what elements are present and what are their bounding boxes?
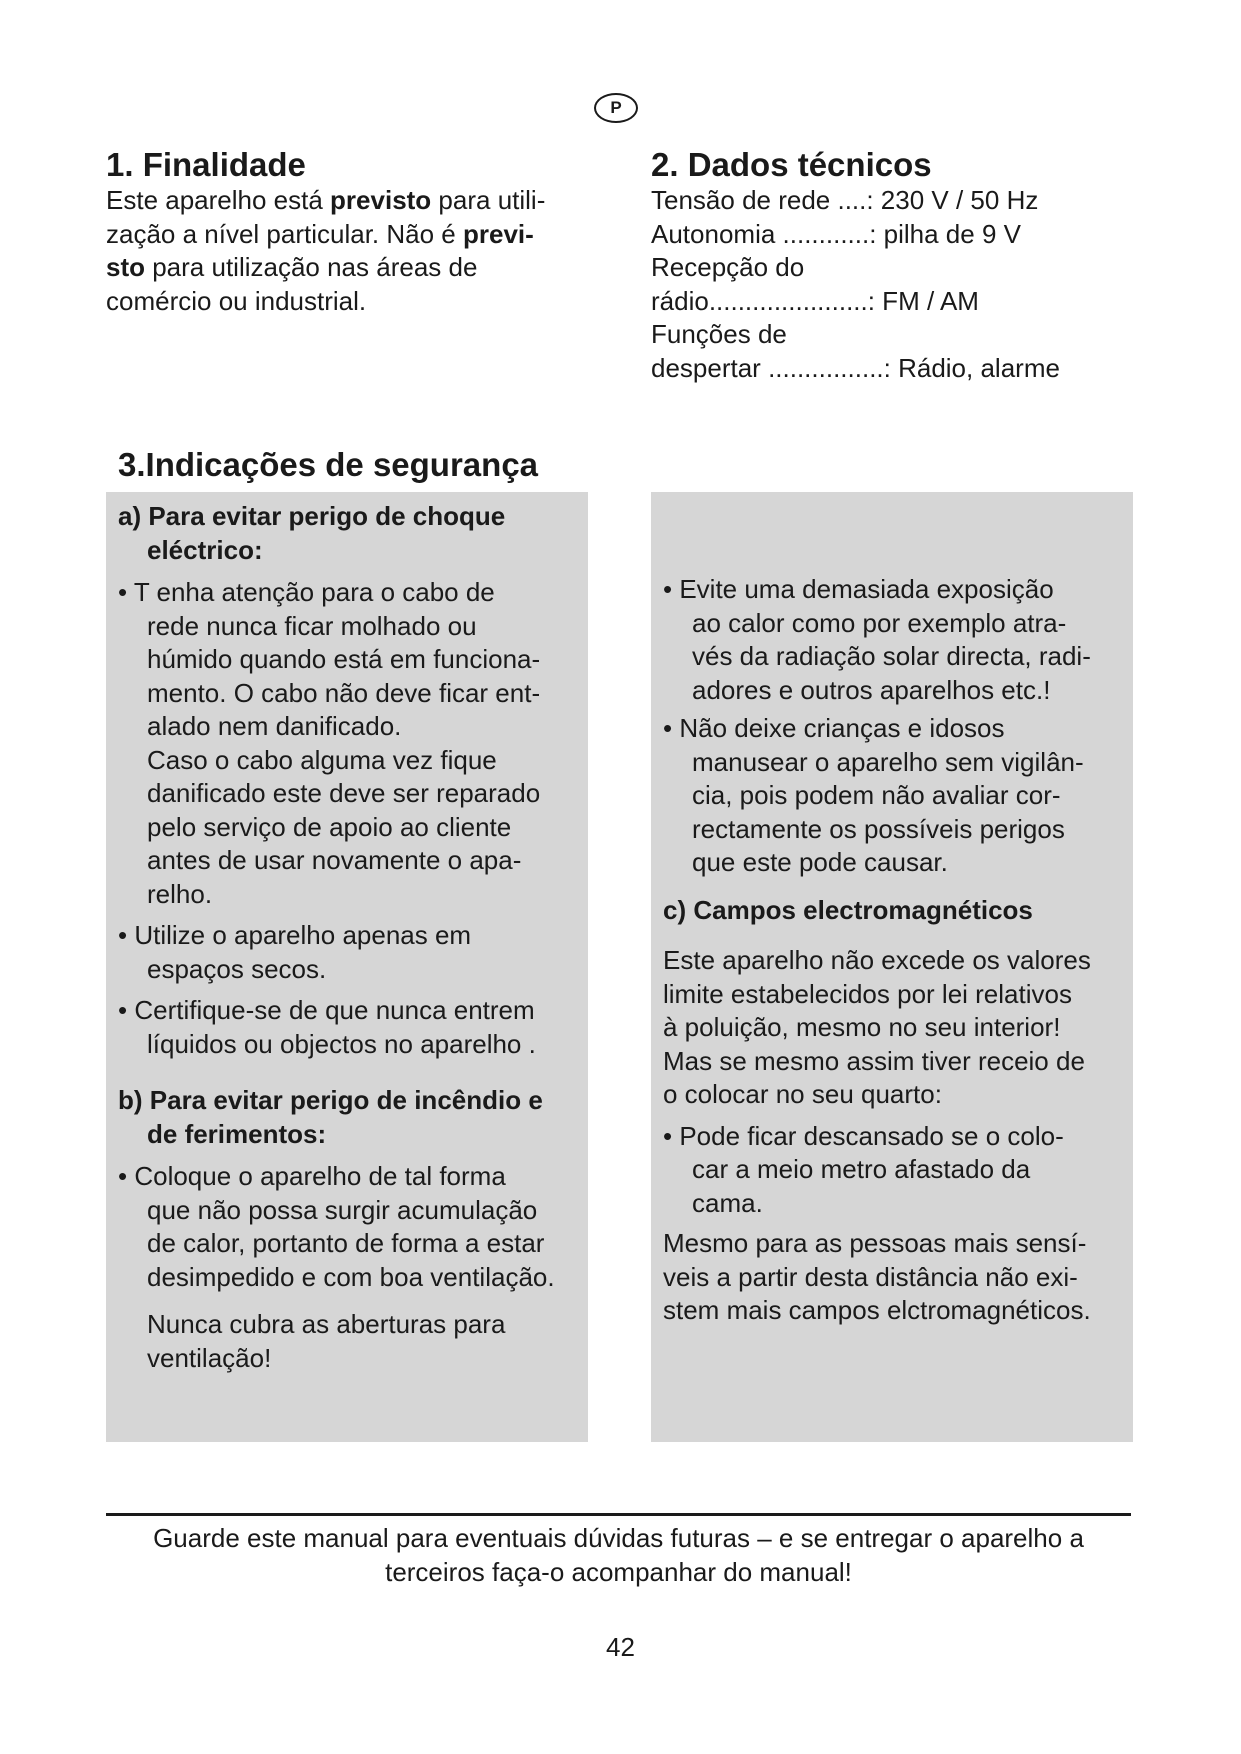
text-line: cia, pois podem não avaliar cor- xyxy=(692,780,1061,810)
safety-left-content xyxy=(118,500,588,1375)
text-line: adores e outros aparelhos etc.! xyxy=(692,674,1051,705)
text-run: para utili- xyxy=(431,185,546,215)
text-line: veis a partir desta distância não exi- xyxy=(663,1261,1078,1292)
tech-specs-list xyxy=(651,184,1131,385)
text-line: • Coloque o aparelho de tal forma xyxy=(118,1161,506,1191)
text-line: terceiros faça-o acompanhar do manual! xyxy=(385,1557,852,1587)
section-title-seguranca: 3.Indicações de segurança xyxy=(118,446,539,483)
text-line: que este pode causar. xyxy=(692,847,948,877)
text-line: Este aparelho não excede os valores xyxy=(663,945,1091,975)
bullet-espacos-secos xyxy=(118,919,588,986)
tech-row: Funções de xyxy=(651,319,787,349)
finalidade-text xyxy=(106,184,596,318)
section-dados-tecnicos xyxy=(651,146,1131,385)
text-line: eléctrico: xyxy=(147,534,263,565)
page-number: 42 xyxy=(606,1632,635,1662)
text-run-bold: previ- xyxy=(462,218,534,249)
bullet-ventilacao xyxy=(118,1160,588,1294)
bullet-criancas xyxy=(663,712,1129,880)
footer-note xyxy=(106,1521,1131,1589)
text-line: mento. O cabo não deve ficar ent- xyxy=(147,677,541,708)
text-line: antes de usar novamente o apa- xyxy=(147,845,522,875)
text-line: rectamente os possíveis perigos xyxy=(692,813,1065,844)
text-line: espaços secos. xyxy=(147,953,327,984)
text-line: pelo serviço de apoio ao cliente xyxy=(147,811,512,842)
subsection-title-campos xyxy=(663,894,1129,928)
text-line: Nunca cubra as aberturas para xyxy=(147,1309,506,1339)
section-title-dados-tecnicos: 2. Dados técnicos xyxy=(651,146,932,183)
tech-row: Tensão de rede ....: 230 V / 50 Hz xyxy=(651,185,1039,215)
section-finalidade xyxy=(106,146,596,318)
text-line: à poluição, mesmo no seu interior! xyxy=(663,1012,1061,1042)
tech-row: rádio......................: FM / AM xyxy=(651,285,979,316)
text-line: • Pode ficar descansado se o colo- xyxy=(663,1120,1064,1151)
text-line: limite estabelecidos por lei relativos xyxy=(663,978,1072,1009)
bullet-descansado xyxy=(663,1120,1129,1221)
subsection-title-incendio xyxy=(118,1084,588,1151)
text-line: a) Para evitar perigo de choque xyxy=(118,501,506,531)
safety-right-content xyxy=(663,573,1129,1328)
language-badge: P xyxy=(594,93,638,123)
subsection-title-choque xyxy=(118,500,588,567)
text-line: • Não deixe crianças e idosos xyxy=(663,713,1005,743)
text-run-bold: previsto xyxy=(330,185,432,215)
text-line: • Certifique-se de que nunca entrem xyxy=(118,995,535,1025)
paragraph-aberturas xyxy=(118,1308,588,1375)
text-run-bold: sto xyxy=(106,252,145,282)
text-line: de calor, portanto de forma a estar xyxy=(147,1228,545,1258)
text-line: Guarde este manual para eventuais dúvidas futuras – e se entregar o aparelho a xyxy=(153,1523,1084,1553)
text-line: rede nunca ficar molhado ou xyxy=(147,610,477,641)
text-line: Mas se mesmo assim tiver receio de xyxy=(663,1045,1085,1076)
text-line: car a meio metro afastado da xyxy=(692,1154,1031,1184)
tech-row: despertar ................: Rádio, alarme xyxy=(651,352,1060,383)
footer-divider xyxy=(106,1513,1131,1516)
paragraph-campos-2 xyxy=(663,1227,1129,1328)
text-line: húmido quando está em funciona- xyxy=(147,644,541,674)
text-line: o colocar no seu quarto: xyxy=(663,1079,942,1109)
tech-row: Autonomia ............: pilha de 9 V xyxy=(651,218,1021,249)
text-line: c) Campos electromagnéticos xyxy=(663,894,1033,925)
text-line: Caso o cabo alguma vez fique xyxy=(147,744,497,775)
text-line: desimpedido e com boa ventilação. xyxy=(147,1261,555,1292)
text-line: Mesmo para as pessoas mais sensí- xyxy=(663,1228,1087,1258)
text-line: ventilação! xyxy=(147,1342,272,1373)
text-line: • Utilize o aparelho apenas em xyxy=(118,920,472,950)
text-run: para utilização nas áreas de xyxy=(145,252,478,282)
paragraph-campos-1 xyxy=(663,944,1129,1112)
section-title-finalidade: 1. Finalidade xyxy=(106,146,306,183)
text-run: Este aparelho está xyxy=(106,185,331,215)
text-line: danificado este deve ser reparado xyxy=(147,778,541,808)
text-line: b) Para evitar perigo de incêndio e xyxy=(118,1085,543,1115)
text-line: comércio ou industrial. xyxy=(106,285,367,316)
text-line: manusear o aparelho sem vigilân- xyxy=(692,746,1084,777)
text-line: de ferimentos: xyxy=(147,1118,327,1149)
text-line: líquidos ou objectos no aparelho . xyxy=(147,1028,536,1059)
text-line: que não possa surgir acumulação xyxy=(147,1194,538,1225)
bullet-cabo xyxy=(118,576,588,911)
text-line: • T enha atenção para o cabo de xyxy=(118,577,495,607)
text-line: relho. xyxy=(147,878,213,909)
text-run: zação a nível particular. Não é xyxy=(106,218,463,249)
text-line: cama. xyxy=(692,1187,763,1218)
text-line: alado nem danificado. xyxy=(147,711,402,741)
text-line: vés da radiação solar directa, radi- xyxy=(692,641,1091,671)
tech-row: Recepção do xyxy=(651,252,805,282)
text-line: • Evite uma demasiada exposição xyxy=(663,574,1054,604)
bullet-liquidos xyxy=(118,994,588,1061)
bullet-calor xyxy=(663,573,1129,707)
text-line: stem mais campos elctromagnéticos. xyxy=(663,1295,1091,1325)
text-line: ao calor como por exemplo atra- xyxy=(692,607,1067,638)
